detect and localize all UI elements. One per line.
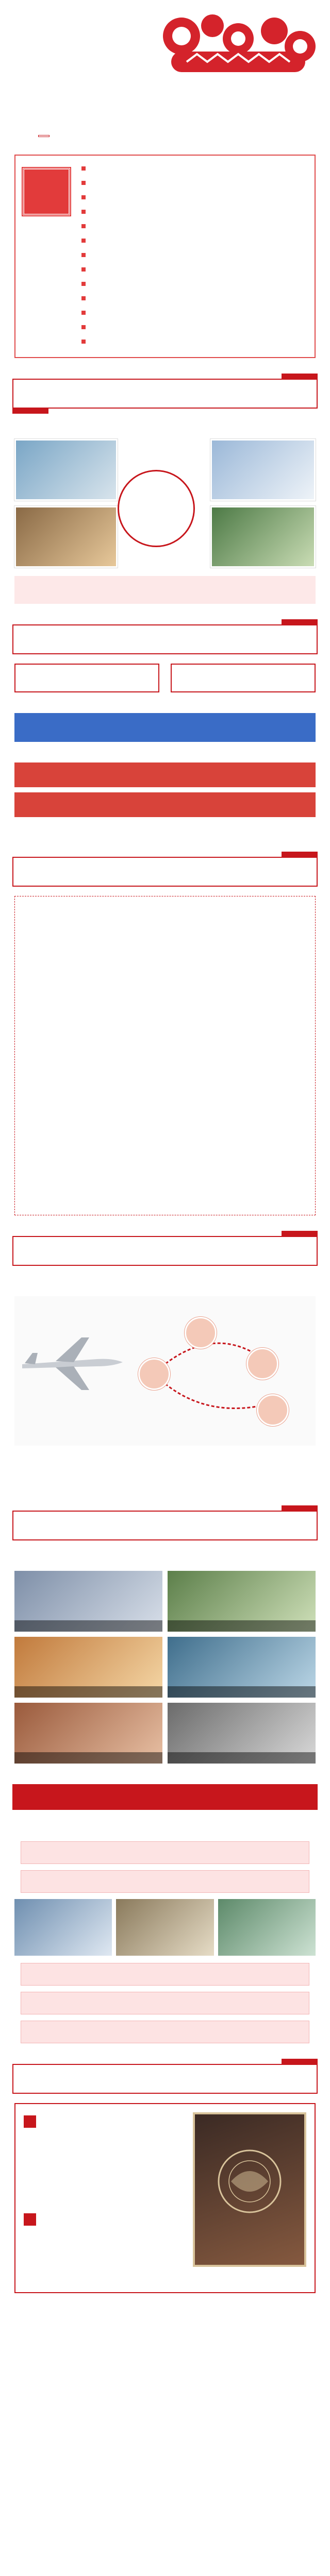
highlight-note	[14, 576, 316, 604]
paragraph	[24, 2272, 185, 2284]
menu-item[interactable]	[81, 206, 306, 217]
section-headline	[12, 379, 318, 409]
project-highlight	[21, 2021, 309, 2043]
tourism-diagram	[14, 439, 316, 568]
paragraph	[14, 1275, 316, 1289]
project-highlight	[21, 1870, 309, 1893]
section-headline	[12, 1511, 318, 1540]
name-list-line	[24, 1194, 306, 1207]
paragraph	[14, 1550, 316, 1564]
name-list-line	[24, 1058, 306, 1071]
announcement-heading	[24, 918, 306, 931]
name-list-line	[24, 1046, 306, 1058]
paragraph	[24, 2259, 185, 2272]
project-highlight	[21, 1963, 309, 1986]
red-highlight	[14, 762, 316, 787]
paper-cut-decoration	[151, 5, 321, 82]
center-label	[0, 699, 330, 710]
paragraph	[24, 2185, 185, 2198]
headline-decoration	[282, 619, 318, 625]
book-description	[24, 2112, 185, 2284]
section-headline	[12, 624, 318, 654]
paragraph	[24, 2148, 185, 2161]
menu-item[interactable]	[81, 163, 306, 174]
gallery-caption	[14, 1752, 162, 1764]
menu-item[interactable]	[81, 264, 306, 275]
menu-item[interactable]	[81, 177, 306, 189]
paragraph	[24, 2136, 185, 2148]
gallery-caption	[168, 1752, 316, 1764]
section-headline	[12, 1236, 318, 1266]
gallery-tile	[14, 1703, 162, 1764]
gallery-tile	[168, 1637, 316, 1698]
photo-gallery	[14, 1571, 316, 1764]
announcement-block	[14, 896, 316, 1215]
city-marker	[185, 1317, 217, 1349]
paragraph	[24, 2173, 185, 2185]
name-list-line	[24, 1083, 306, 1095]
name-list-line	[24, 1132, 306, 1145]
left-box	[14, 664, 159, 692]
headline-decoration	[282, 852, 318, 858]
gallery-caption	[14, 1620, 162, 1632]
headline-decoration	[282, 1505, 318, 1512]
name-list-line	[24, 996, 306, 1009]
announcement-heading	[24, 931, 306, 945]
menu-item[interactable]	[81, 336, 306, 347]
name-list-line	[24, 1021, 306, 1033]
photo	[218, 1899, 316, 1956]
name-list-line	[24, 984, 306, 996]
photo	[14, 439, 118, 501]
gallery-caption	[168, 1686, 316, 1698]
name-list-line	[24, 972, 306, 984]
name-list-line	[24, 1108, 306, 1120]
name-list-line	[24, 1033, 306, 1046]
gallery-tile	[14, 1637, 162, 1698]
date-range	[38, 135, 50, 137]
paragraph	[24, 2234, 185, 2247]
project-highlight	[21, 1841, 309, 1864]
section-headline	[12, 857, 318, 887]
photo-strip	[14, 1899, 316, 1956]
gallery-tile	[168, 1571, 316, 1632]
city-marker	[257, 1394, 289, 1426]
headline-decoration	[282, 1231, 318, 1237]
route-map	[14, 1296, 316, 1446]
section-headline-bar	[12, 1784, 318, 1810]
section-headline	[12, 2064, 318, 2094]
comparison-boxes	[14, 664, 316, 692]
paragraph	[14, 1455, 316, 1469]
name-list-line	[24, 1170, 306, 1182]
paragraph	[24, 2198, 185, 2210]
paragraph	[14, 418, 316, 432]
section-badge	[24, 2115, 36, 2128]
right-box	[171, 664, 316, 692]
name-list-line	[24, 1145, 306, 1157]
gallery-caption	[14, 1686, 162, 1698]
headline-decoration	[282, 374, 318, 380]
red-highlight	[14, 792, 316, 817]
airplane-icon	[20, 1332, 128, 1394]
menu-item[interactable]	[81, 307, 306, 318]
name-list-line	[24, 1182, 306, 1194]
menu-item[interactable]	[81, 293, 306, 304]
menu-item[interactable]	[81, 221, 306, 232]
book-cover-art	[195, 2114, 304, 2265]
menu-item[interactable]	[81, 235, 306, 246]
photo	[14, 506, 118, 568]
announcement-heading	[24, 905, 306, 918]
name-list-line	[24, 1120, 306, 1132]
name-list-line	[24, 1009, 306, 1021]
headline-decoration	[12, 408, 48, 414]
photo	[14, 1899, 112, 1956]
menu-item[interactable]	[81, 249, 306, 261]
header	[0, 0, 330, 155]
paragraph	[14, 1820, 316, 1834]
menu-item[interactable]	[81, 192, 306, 203]
center-bubble	[118, 470, 195, 547]
photo	[210, 506, 316, 568]
city-marker	[138, 1358, 170, 1390]
center-label	[0, 748, 330, 759]
headline-decoration	[282, 2059, 318, 2065]
footnote	[14, 822, 316, 836]
paragraph	[24, 2247, 185, 2259]
menu-stamp	[23, 168, 70, 215]
paragraph	[24, 2161, 185, 2173]
menu-box	[14, 155, 316, 358]
photo	[116, 1899, 213, 1956]
paragraph	[14, 2300, 316, 2314]
name-list-line	[24, 1095, 306, 1108]
paragraph	[14, 1476, 316, 1490]
blue-highlight	[14, 713, 316, 742]
masthead	[36, 23, 113, 121]
book-feature	[14, 2103, 316, 2293]
menu-item[interactable]	[81, 278, 306, 290]
book-cover-image	[193, 2112, 306, 2267]
menu-item[interactable]	[81, 321, 306, 333]
project-highlight	[21, 1992, 309, 2014]
announcement-heading	[24, 945, 306, 958]
announcement-heading	[24, 958, 306, 972]
gallery-tile	[14, 1571, 162, 1632]
gallery-tile	[168, 1703, 316, 1764]
section-badge	[24, 2213, 36, 2226]
gallery-caption	[168, 1620, 316, 1632]
photo	[210, 439, 316, 501]
name-list-line	[24, 1157, 306, 1170]
name-list-line	[24, 1071, 306, 1083]
footer-note	[14, 2325, 316, 2350]
menu-list	[81, 163, 306, 350]
city-marker	[246, 1348, 278, 1380]
